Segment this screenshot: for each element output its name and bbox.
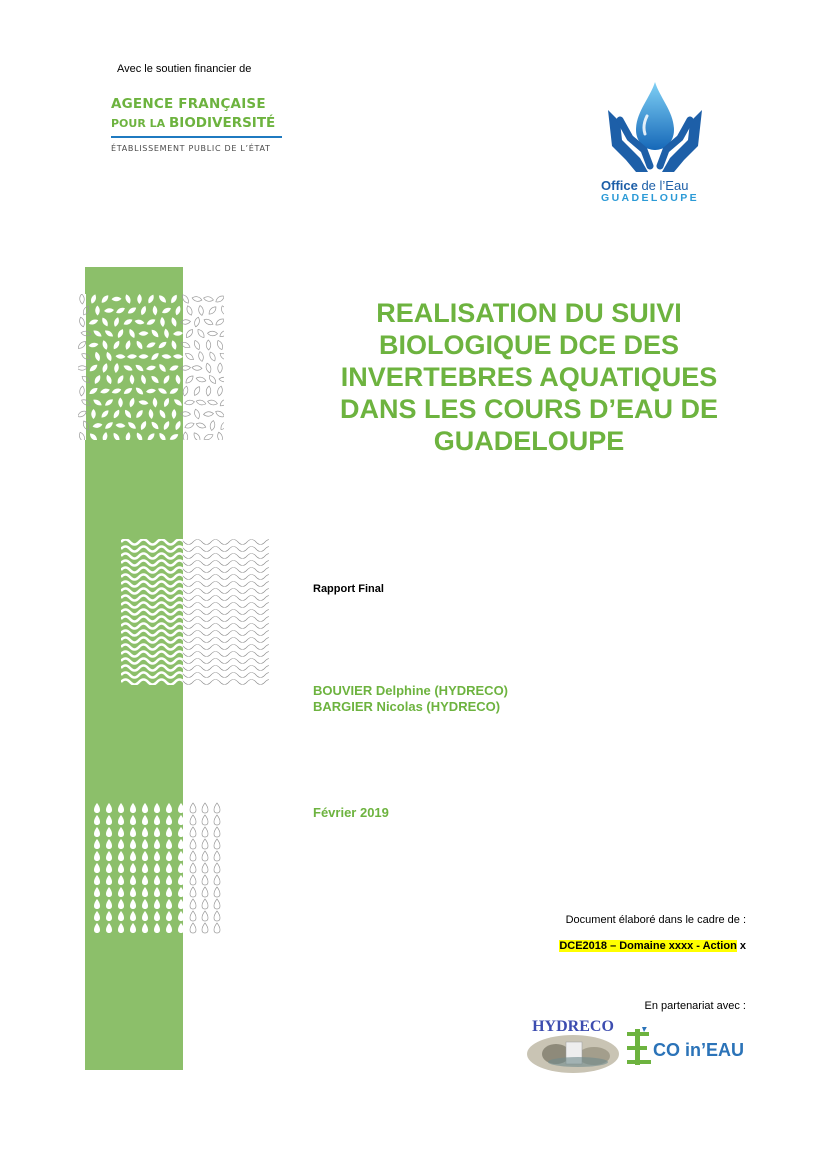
drop-pattern-mark [106,863,112,873]
leaf-pattern-mark [88,318,99,326]
leaf-pattern-mark [111,387,122,395]
leaf-pattern-mark [203,411,213,416]
drop-pattern-mark [142,803,148,813]
leaf-pattern-mark [208,351,217,362]
framework-label: Document élaboré dans le cadre de : [565,914,746,926]
leaf-pattern-mark [115,306,126,315]
leaf-pattern-mark [146,432,156,440]
leaf-pattern-mark [146,318,157,327]
document-title-line: GUADELOUPE [433,426,625,456]
drop-pattern-mark [142,827,148,837]
leaf-pattern-mark [184,374,194,384]
leaf-pattern-mark [128,397,135,408]
drop-pattern-mark [106,851,112,861]
leaf-pattern-mark [135,409,145,420]
office-eau-word-office: Office [601,178,638,193]
leaf-pattern-mark [181,294,190,304]
leaf-pattern-mark [100,387,111,394]
leaf-pattern-mark [115,423,125,429]
leaf-pattern-mark [207,331,217,336]
leaf-pattern-mark [138,354,148,359]
drops-pattern-icon [91,802,225,936]
leaf-pattern-mark [207,305,217,315]
drop-pattern-mark [106,803,112,813]
leaf-pattern-mark [150,374,160,384]
leaf-pattern-mark [219,398,224,408]
leaf-pattern-mark [161,354,171,360]
leaf-pattern-mark [150,328,160,338]
drop-pattern-mark [118,803,124,813]
leaf-pattern-mark [162,397,170,408]
leaf-pattern-mark [105,351,113,362]
leaf-pattern-mark [112,340,121,351]
drop-pattern-mark [166,899,172,909]
leaf-pattern-mark [193,409,200,420]
leaf-pattern-mark [208,374,218,385]
office-eau-word-guadeloupe: GUADELOUPE [601,192,700,204]
drop-pattern-mark [130,803,136,813]
leaf-pattern-mark [158,363,168,374]
leaf-pattern-mark [216,340,224,351]
leaf-pattern-mark [173,398,184,408]
leaf-pattern-mark [146,388,157,394]
leaf-pattern-mark [92,422,103,428]
drop-pattern-mark [94,911,100,921]
leaf-pattern-mark [171,409,176,419]
drop-pattern-mark [130,887,136,897]
leaf-pattern-mark [101,363,109,374]
leaf-pattern-mark [174,305,181,316]
leaf-pattern-mark [124,294,132,304]
leaf-pattern-mark [206,340,211,350]
drop-pattern-mark [142,923,148,933]
leaf-pattern-mark [113,317,120,328]
leaf-pattern-mark [180,319,190,325]
leaf-pattern-mark [184,400,195,406]
drop-pattern-mark [106,887,112,897]
author-2: BARGIER Nicolas (HYDRECO) [313,699,501,714]
leaf-pattern-mark [93,374,102,385]
drop-pattern-mark [166,911,172,921]
leaf-pattern-mark [118,397,123,407]
leaf-pattern-mark [88,342,99,348]
leaf-pattern-mark [91,409,96,419]
drop-pattern-mark [154,815,160,825]
leaf-pattern-mark [148,409,154,420]
leaf-pattern-mark [105,374,113,385]
document-title-line: BIOLOGIQUE DCE DES [378,330,680,360]
leaf-pattern-mark [217,432,224,440]
leaf-pattern-mark [183,432,188,440]
leaf-pattern-mark [161,306,172,315]
leaf-pattern-mark [150,351,160,361]
leaf-pattern-mark [157,387,168,396]
leaf-pattern-mark [104,398,115,408]
drop-pattern-mark [166,887,172,897]
drop-pattern-mark [106,875,112,885]
leaf-pattern-mark [135,432,144,440]
leaf-pattern-mark [219,352,224,362]
drop-pattern-mark [166,923,172,933]
leaf-pattern-mark [193,317,200,328]
drop-pattern-mark [142,839,148,849]
leaf-pattern-mark [169,387,180,396]
dce-reference [559,940,746,952]
leaf-pattern-mark [150,420,160,430]
partner-label: En partenariat avec : [644,1000,746,1012]
leaf-pattern-mark [152,305,157,315]
leaf-pattern-mark [215,409,224,418]
office-eau-wordmark [601,178,711,204]
drop-pattern-mark [166,815,172,825]
hydreco-wordmark: HYDRECO [532,1018,614,1035]
drop-pattern-mark [118,875,124,885]
leaf-pattern-mark [88,432,98,440]
leaf-pattern-mark [128,328,137,339]
author-1: BOUVIER Delphine (HYDRECO) [313,683,509,698]
drop-pattern-mark [94,815,100,825]
leaf-pattern-mark [198,351,204,362]
drop-pattern-mark [94,899,100,909]
leaf-pattern-mark [137,294,142,304]
leaf-pattern-mark [215,294,224,303]
eco-in-eau-wordmark: CO in’EAU [653,1040,745,1060]
drop-pattern-mark [130,815,136,825]
leaf-pattern-mark [95,305,100,315]
leaf-pattern-mark [157,294,167,304]
leaf-pattern-mark [173,354,183,359]
drop-pattern-mark [154,839,160,849]
leaf-pattern-mark [127,421,138,431]
leaf-pattern-mark [170,340,177,351]
leaf-pattern-mark [123,318,134,327]
leaf-pattern-mark [196,399,207,406]
drop-pattern-mark [166,803,172,813]
afb-logo [111,95,286,153]
drop-pattern-mark [130,875,136,885]
leaf-pattern-mark [102,432,109,440]
office-eau-word-de-leau: de l’Eau [637,178,689,193]
leaf-pattern-mark [203,318,214,327]
drop-pattern-mark [154,827,160,837]
drop-pattern-mark [106,839,112,849]
leaf-pattern-mark [152,397,157,407]
drop-pattern-mark [142,875,148,885]
leaf-pattern-mark [196,328,206,339]
leaf-pattern-mark [193,386,202,397]
document-title-line: INVERTEBRES AQUATIQUES [340,362,718,392]
leaf-pattern-mark [114,363,120,374]
leaf-pattern-mark [146,365,157,372]
drop-pattern-mark [118,863,124,873]
leaf-pattern-mark [170,317,178,328]
drop-pattern-mark [166,827,172,837]
leaf-pattern-mark [169,294,178,304]
leaf-pattern-mark [111,296,121,301]
leaf-pattern-mark [116,374,125,385]
leaf-pattern-mark [182,386,189,397]
drop-pattern-mark [118,839,124,849]
leaf-pattern-mark [196,422,207,430]
leaf-pattern-mark [123,386,134,395]
drop-pattern-mark [142,911,148,921]
afb-logo-line3: ÉTABLISSEMENT PUBLIC DE L’ÉTAT [111,144,271,153]
drop-pattern-mark [166,839,172,849]
leaf-pattern-mark [220,305,224,316]
drop-pattern-mark [130,851,136,861]
leaf-pattern-mark [112,409,121,420]
leaf-pattern-mark [215,317,224,326]
drop-pattern-mark [154,923,160,933]
leaf-pattern-mark [134,319,145,325]
leaf-pattern-mark [186,305,194,316]
report-type: Rapport Final [313,583,384,595]
drop-pattern-mark [94,923,100,933]
leaves-pattern-icon [78,294,224,440]
leaf-pattern-mark [134,363,145,373]
drop-pattern-mark [118,851,124,861]
leaf-pattern-mark [217,386,224,397]
leaf-pattern-mark [180,412,190,417]
leaf-pattern-mark [203,433,214,440]
leaf-pattern-mark [160,317,166,327]
leaf-pattern-mark [184,421,195,429]
drop-pattern-mark [106,911,112,921]
drop-pattern-mark [94,875,100,885]
leaf-pattern-mark [104,329,115,339]
leaf-pattern-mark [140,374,147,385]
drop-pattern-mark [118,899,124,909]
financial-support-label: Avec le soutien financier de [117,63,252,75]
drop-pattern-mark [130,911,136,921]
leaf-pattern-mark [123,364,134,372]
afb-logo-line1: AGENCE FRANÇAISE [111,96,266,112]
leaf-pattern-mark [138,399,149,405]
drop-pattern-mark [94,839,100,849]
dce-reference-tail: x [736,940,746,952]
leaf-pattern-mark [116,328,125,339]
drop-pattern-mark [154,911,160,921]
drop-pattern-mark [142,815,148,825]
leaf-pattern-mark [129,374,134,384]
leaf-pattern-mark [146,341,157,349]
document-title [320,297,738,457]
leaf-pattern-mark [101,317,110,328]
afb-logo-line2-big: BIODIVERSITÉ [169,115,276,131]
leaf-pattern-mark [218,363,223,373]
drop-pattern-mark [166,851,172,861]
drop-pattern-mark [94,863,100,873]
document-date: Février 2019 [313,805,389,820]
drop-pattern-mark [166,863,172,873]
leaf-pattern-mark [92,398,103,407]
leaf-pattern-mark [123,409,132,420]
leaf-pattern-mark [185,328,195,339]
leaf-pattern-mark [162,374,171,385]
drop-pattern-mark [142,851,148,861]
leaf-pattern-mark [209,420,215,431]
drop-pattern-mark [94,803,100,813]
leaf-pattern-mark [180,365,190,370]
leaf-pattern-mark [193,340,201,351]
leaf-pattern-mark [192,432,201,440]
leaf-pattern-mark [206,386,212,396]
drop-pattern-mark [154,803,160,813]
drop-pattern-mark [118,923,124,933]
leaf-pattern-mark [192,296,203,302]
leaf-pattern-mark [104,308,114,314]
drop-pattern-mark [154,899,160,909]
authors-block [313,683,508,715]
leaf-pattern-mark [207,399,218,406]
leaf-pattern-mark [94,351,101,362]
drop-pattern-mark [130,863,136,873]
afb-logo-line2 [111,113,286,133]
leaf-pattern-mark [174,420,182,431]
leaf-pattern-mark [140,305,148,316]
afb-logo-line2-small: POUR LA [111,117,169,130]
drop-pattern-mark [154,875,160,885]
leaf-pattern-mark [219,420,224,431]
eco-in-eau-e-glyph-icon [624,1027,654,1067]
leaf-pattern-mark [157,340,168,350]
leaf-pattern-mark [135,340,144,351]
drop-pattern-mark [118,827,124,837]
leaf-pattern-mark [192,365,202,371]
drop-pattern-mark [94,887,100,897]
leaf-pattern-mark [205,363,212,374]
drop-pattern-mark [106,923,112,933]
leaf-pattern-mark [104,421,115,431]
drop-pattern-mark [118,887,124,897]
office-eau-drop-hands-icon [600,80,710,175]
leaf-pattern-mark [173,331,183,337]
leaf-pattern-mark [169,432,180,440]
drop-pattern-mark [142,887,148,897]
leaf-pattern-mark [125,432,131,440]
leaf-pattern-mark [134,386,144,396]
leaf-pattern-mark [175,374,181,385]
drop-pattern-mark [142,863,148,873]
leaf-pattern-mark [158,432,168,440]
leaf-pattern-mark [124,340,131,351]
drop-pattern-mark [154,851,160,861]
leaf-pattern-mark [127,306,138,315]
leaf-pattern-mark [169,364,180,372]
drop-pattern-mark [106,815,112,825]
leaf-pattern-mark [100,294,110,304]
afb-logo-rule [111,136,282,138]
leaf-pattern-mark [147,294,156,304]
leaf-pattern-mark [180,341,191,349]
leaf-pattern-mark [203,296,214,302]
drop-pattern-mark [154,863,160,873]
drop-pattern-mark [94,827,100,837]
leaf-pattern-mark [163,328,169,339]
leaf-pattern-mark [196,376,207,383]
drop-pattern-mark [106,827,112,837]
drop-pattern-mark [130,923,136,933]
leaf-pattern-mark [219,329,224,338]
drop-pattern-mark [118,911,124,921]
drop-pattern-mark [130,827,136,837]
leaf-pattern-mark [158,409,167,420]
leaf-pattern-mark [198,305,204,316]
leaf-pattern-mark [139,420,148,431]
drop-pattern-mark [142,899,148,909]
leaf-pattern-mark [112,432,121,440]
leaf-pattern-mark [162,420,171,431]
leaf-pattern-mark [138,331,148,336]
leaf-pattern-mark [101,340,108,351]
waves-pattern-icon [121,539,269,685]
drop-pattern-mark [130,839,136,849]
leaf-pattern-mark [90,294,98,304]
dce-reference-highlight: DCE2018 – Domaine xxxx - Action [559,940,737,952]
drop-pattern-mark [94,851,100,861]
document-title-line: REALISATION DU SUIVI [376,298,682,328]
document-title-line: DANS LES COURS D’EAU DE [339,394,719,424]
drop-pattern-mark [106,899,112,909]
leaf-pattern-mark [127,354,137,359]
drop-pattern-mark [118,815,124,825]
drop-pattern-mark [130,899,136,909]
leaf-pattern-mark [100,409,110,419]
leaf-pattern-mark [184,352,195,362]
leaf-pattern-mark [219,377,224,382]
drop-pattern-mark [154,887,160,897]
leaf-pattern-mark [88,363,99,373]
drop-pattern-mark [166,875,172,885]
leaf-pattern-mark [92,329,103,339]
leaf-pattern-mark [115,354,125,359]
leaf-pattern-mark [88,386,99,395]
